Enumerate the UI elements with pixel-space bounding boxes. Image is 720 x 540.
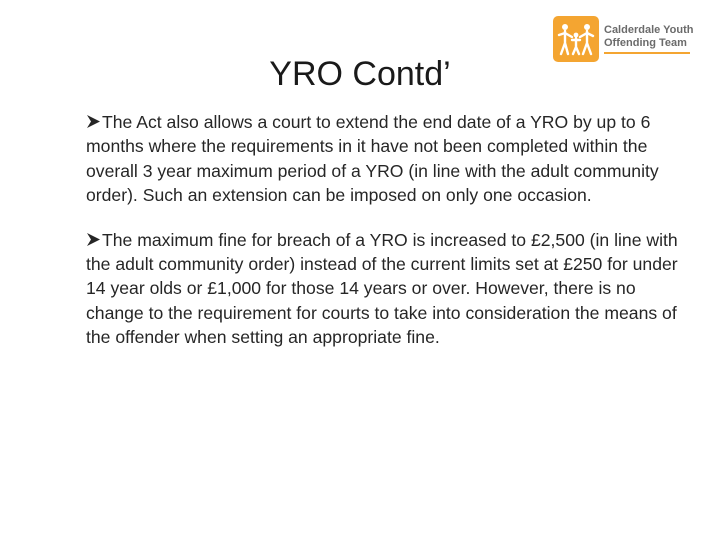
bullet-list xyxy=(86,110,698,370)
bullet-item xyxy=(86,110,698,208)
logo-line-1: Calderdale Youth xyxy=(604,24,694,36)
logo-line-2: Offending Team xyxy=(604,37,687,49)
arrow-bullet-icon xyxy=(86,114,102,129)
family-figures-icon xyxy=(553,16,599,62)
logo-wordmark xyxy=(604,24,693,54)
logo-underline xyxy=(604,52,690,54)
slide-title: YRO Contd’ xyxy=(269,55,451,93)
bullet-item xyxy=(86,228,698,350)
organisation-logo xyxy=(553,15,699,63)
bullet-text: The Act also allows a court to extend the end date of a YRO by up to 6 months where the requirements in it have not been completed within the overall 3 year maximum period of a YRO (in line with the adult community order). Such an extension can be imposed on only one occasion. xyxy=(86,112,659,206)
bullet-text: The maximum fine for breach of a YRO is increased to £2,500 (in line with the adult community order) instead of the current limits set at £250 for under 14 year olds or £1,000 for those 14 years or over. However, there is no change to the requirement for courts to take into consideration the means of the offender when setting an appropriate fine. xyxy=(86,229,678,348)
arrow-bullet-icon xyxy=(86,232,102,247)
